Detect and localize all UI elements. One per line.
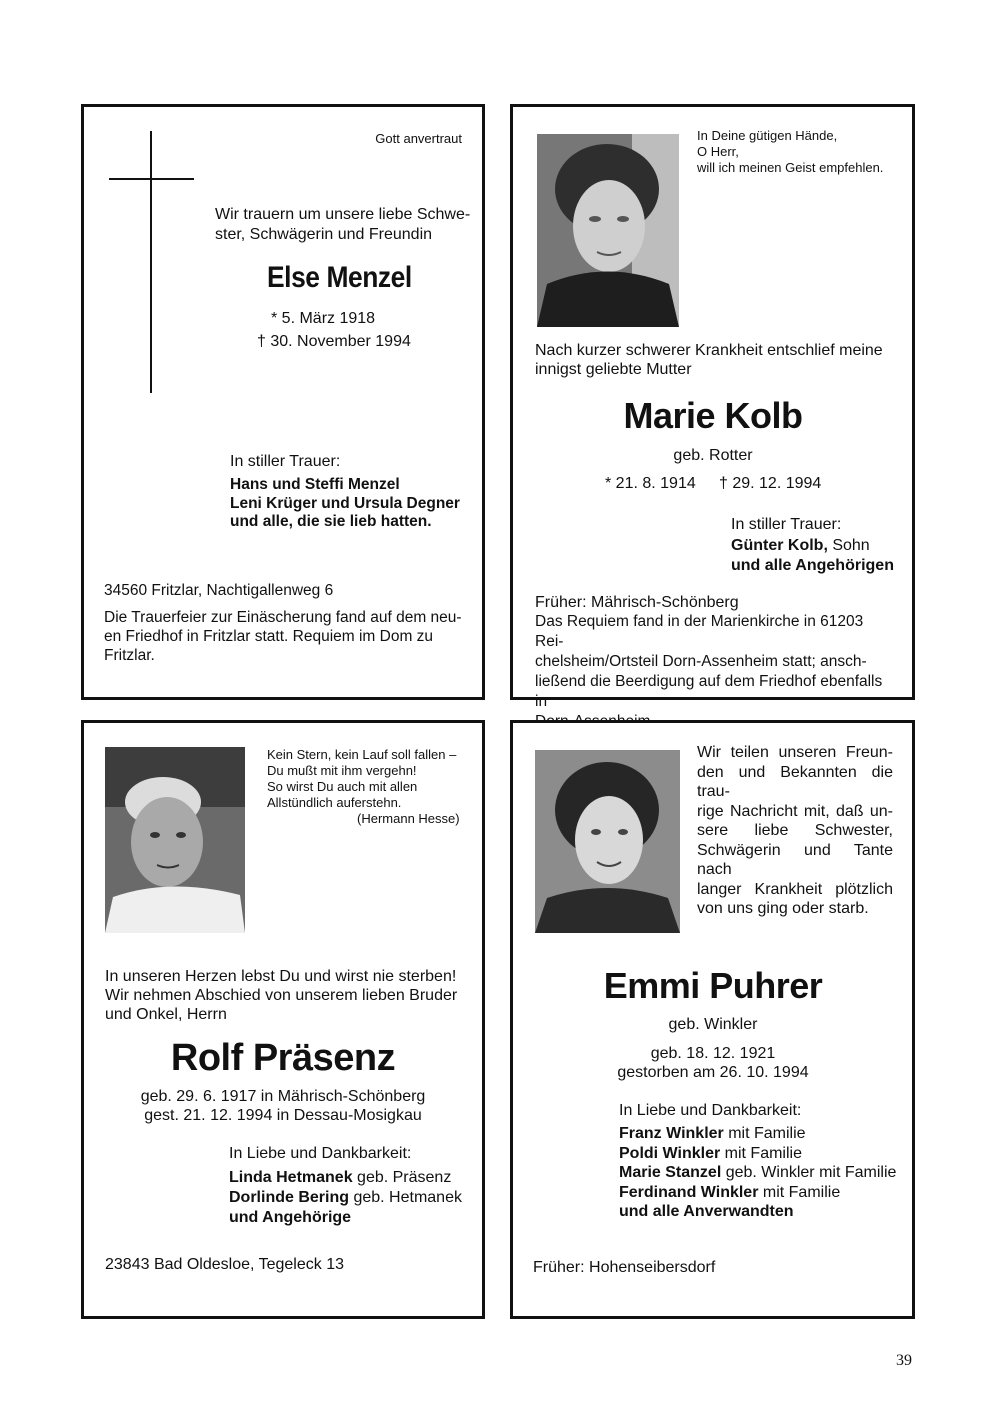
- ceremony-note: Das Requiem fand in der Marienkirche in 61203 Rei- chelsheim/Ortsteil Dorn-Assenheim statt; ansch- ließend die Beerdigung auf dem Friedhof ebenfalls in: [535, 613, 883, 710]
- deceased-name: Emmi Puhrer: [603, 965, 823, 1006]
- death-date: † 30. November 1994: [257, 333, 411, 350]
- birth-date: * 5. März 1918: [271, 310, 376, 327]
- mourn-heading: In Liebe und Dankbarkeit:: [619, 1102, 802, 1119]
- mourners-list: Linda Hetmanek geb. Präsenz Dorlinde Bering geb. Hetmanek und Angehörige: [229, 1169, 462, 1226]
- death-date: gest. 21. 12. 1994 in Dessau-Mosigkau: [144, 1107, 422, 1124]
- page-number: 39: [896, 1352, 912, 1369]
- maiden-name: geb. Rotter: [673, 447, 753, 464]
- deceased-name: Marie Kolb: [623, 395, 803, 436]
- deceased-name: Else Menzel: [267, 261, 412, 294]
- mourners-list: Hans und Steffi Menzel Leni Krüger und Ursula Degner und alle, die sie lieb hatten.: [230, 476, 460, 530]
- motto-author: (Hermann Hesse): [357, 811, 460, 826]
- deceased-name: Rolf Präsenz: [170, 1037, 396, 1079]
- intro-text: Nach kurzer schwerer Krankheit entschlief meine innigst geliebte Mutter: [535, 342, 883, 378]
- mourners-list: [731, 536, 894, 576]
- mourn-heading: In Liebe und Dankbarkeit:: [229, 1145, 412, 1162]
- death-date: † 29. 12. 1994: [719, 475, 822, 492]
- mourn-heading: In stiller Trauer:: [230, 453, 341, 470]
- birth-date: geb. 18. 12. 1921: [650, 1045, 776, 1062]
- mourn-heading: In stiller Trauer:: [731, 516, 842, 533]
- cross-symbol: [150, 131, 152, 393]
- portrait-photo: [537, 134, 679, 327]
- motto: In Deine gütigen Hände, O Herr, will ich meinen Geist empfehlen.: [697, 128, 884, 175]
- maiden-name: geb. Winkler: [668, 1016, 758, 1033]
- cross-bar: [109, 178, 194, 180]
- obituary-card-else-menzel: [81, 104, 485, 700]
- portrait-photo: [105, 747, 245, 933]
- address: 34560 Fritzlar, Nachtigallenweg 6: [104, 582, 334, 599]
- intro-text: Wir teilen unseren Freun- den und Bekannten die trau- rige Nachricht mit, daß un- sere liebe Schwester, Schwägerin und Tante nach langer Krankheit plötzlich von uns ging oder starb.: [697, 744, 893, 917]
- birth-date: geb. 29. 6. 1917 in Mährisch-Schönberg: [140, 1088, 426, 1105]
- intro-text: Wir trauern um unsere liebe Schwe- ster, Schwägerin und Freundin: [215, 206, 471, 243]
- portrait-photo: [535, 750, 680, 933]
- motto: Gott anvertraut: [375, 131, 462, 146]
- mourner-all: und alle Angehörigen: [731, 557, 894, 574]
- mourners-list: Franz Winkler mit Familie Poldi Winkler mit Familie Marie Stanzel geb. Winkler mit Familie Ferdinand Winkler mit Familie und alle Anverwandten: [619, 1125, 897, 1220]
- address: 23843 Bad Oldesloe, Tegeleck 13: [105, 1256, 344, 1273]
- obituary-card-emmi-puhrer: [510, 720, 915, 1319]
- mourner-name: Günter Kolb,: [731, 537, 828, 554]
- intro-text: In unseren Herzen lebst Du und wirst nie sterben! Wir nehmen Abschied von unserem lieben Bruder und Onkel, Herrn: [105, 968, 458, 1023]
- birth-date: * 21. 8. 1914: [605, 475, 696, 492]
- death-date: gestorben am 26. 10. 1994: [617, 1064, 809, 1081]
- formerly: Früher: Hohenseibersdorf: [533, 1259, 716, 1276]
- ceremony-note: Die Trauerfeier zur Einäscherung fand auf dem neu- en Friedhof in Fritzlar statt. Requiem im Dom zu Fritzlar.: [104, 609, 462, 664]
- obituary-card-rolf-praesenz: [81, 720, 485, 1319]
- mourner-relation: Sohn: [827, 537, 870, 554]
- formerly: Früher: Mährisch-Schönberg: [535, 594, 739, 611]
- motto: Kein Stern, kein Lauf soll fallen – Du mußt mit ihm vergehn! So wirst Du auch mit allen Allstündlich auferstehn. (Hermann Hesse): [267, 747, 477, 827]
- obituary-card-marie-kolb: [510, 104, 915, 710]
